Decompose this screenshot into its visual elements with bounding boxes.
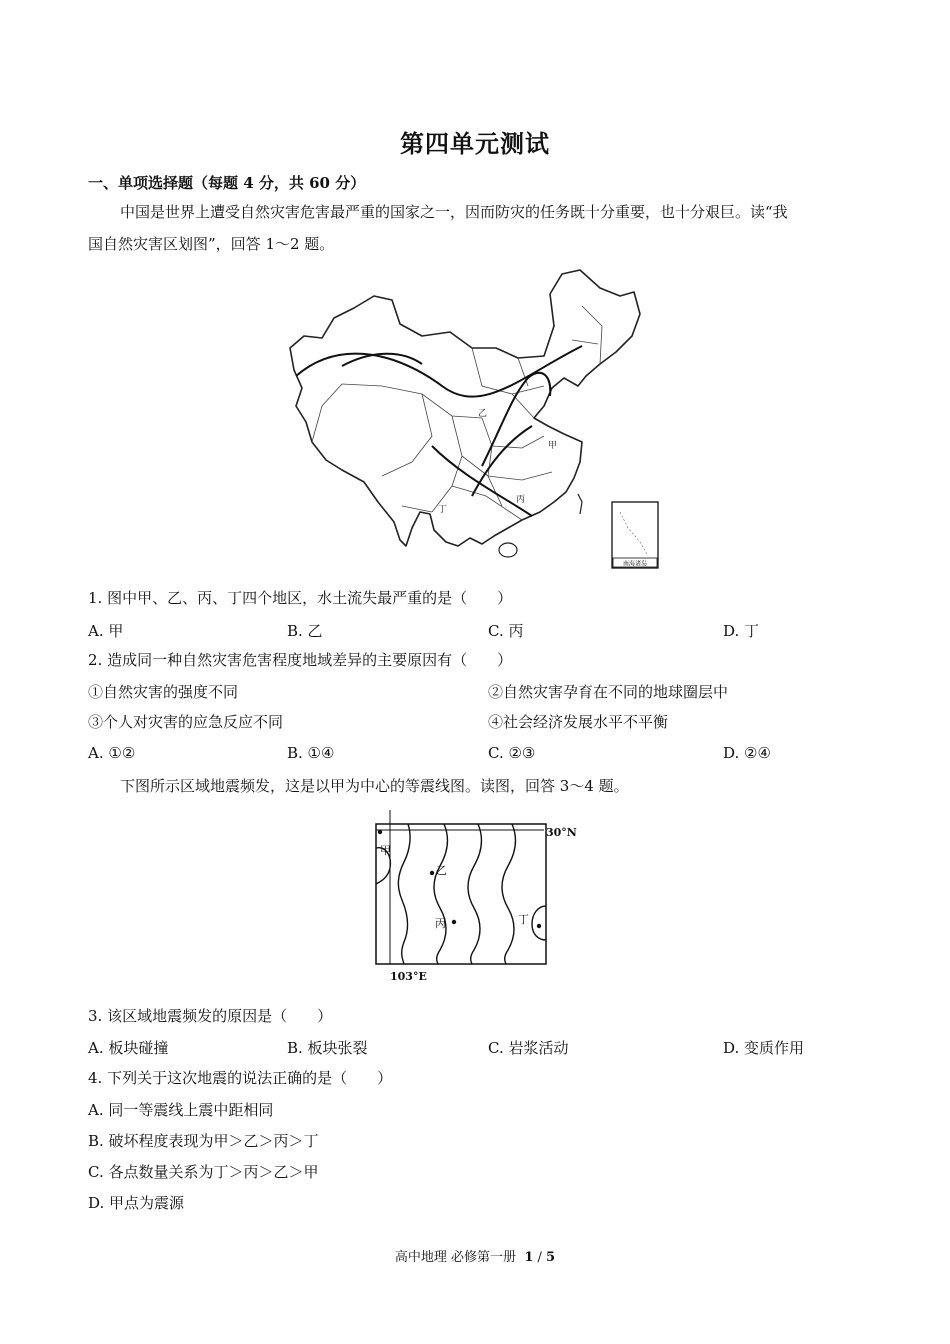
map-label-ding: 丁 [438,505,448,515]
q2-item-4: ④社会经济发展水平不平衡 [488,713,669,731]
q1-option-d[interactable]: D. 丁 [723,622,760,640]
page-number: 1 [524,1250,534,1265]
page-footer [0,1246,950,1265]
q1-stem: 1. 图中甲、乙、丙、丁四个地区，水土流失最严重的是（ ） [88,589,513,607]
q4-option-d[interactable]: D. 甲点为震源 [88,1194,185,1212]
point-jia: 甲 [380,844,391,857]
map-label-bing: 丙 [516,495,526,505]
q2-option-d[interactable]: D. ②④ [723,744,771,762]
q3-option-a[interactable]: A. 板块碰撞 [88,1039,169,1057]
page-sep: / [537,1250,542,1265]
point-ding: 丁 [518,913,529,926]
intro2: 下图所示区域地震频发，这是以甲为中心的等震线图。读图，回答 3～4 题。 [120,777,629,795]
q3-stem: 3. 该区域地震频发的原因是（ ） [88,1007,333,1025]
intro1-line1: 中国是世界上遭受自然灾害危害最严重的国家之一，因而防灾的任务既十分重要，也十分艰巨。读“我 [120,203,788,221]
q4-option-c[interactable]: C. 各点数量关系为丁＞丙＞乙＞甲 [88,1163,319,1181]
q1-option-b[interactable]: B. 乙 [287,622,323,640]
q3-option-c[interactable]: C. 岩浆活动 [488,1039,569,1057]
q2-stem: 2. 造成同一种自然灾害危害程度地域差异的主要原因有（ ） [88,651,513,669]
map-label-jia: 甲 [548,441,558,451]
q1-option-a[interactable]: A. 甲 [88,622,124,640]
lat-label: 30°N [546,826,577,839]
lon-label: 103°E [390,970,427,983]
q2-item-2: ②自然灾害孕育在不同的地球圈层中 [488,683,729,701]
q2-option-c[interactable]: C. ②③ [488,744,536,762]
page-title: 第四单元测试 [400,129,550,158]
china-disaster-map [282,266,666,574]
q4-option-a[interactable]: A. 同一等震线上震中距相同 [88,1101,274,1119]
page-total: 5 [546,1250,556,1265]
q3-option-d[interactable]: D. 变质作用 [723,1039,805,1057]
map-label-yi: 乙 [478,409,488,419]
intro1-line2: 国自然灾害区划图”，回答 1～2 题。 [88,235,335,253]
q2-option-a[interactable]: A. ①② [88,744,136,762]
q2-item-3: ③个人对灾害的应急反应不同 [88,713,284,731]
q2-item-1: ①自然灾害的强度不同 [88,683,239,701]
q4-option-b[interactable]: B. 破坏程度表现为甲＞乙＞丙＞丁 [88,1132,319,1150]
q2-option-b[interactable]: B. ①④ [287,744,335,762]
q4-stem: 4. 下列关于这次地震的说法正确的是（ ） [88,1069,393,1087]
q3-option-b[interactable]: B. 板块张裂 [287,1039,368,1057]
section-heading: 一、单项选择题（每题 4 分，共 60 分） [88,174,366,192]
footer-text: 高中地理 必修第一册 [394,1250,517,1265]
q1-option-c[interactable]: C. 丙 [488,622,524,640]
point-yi: 乙 [436,864,447,877]
isoseismal-map [366,806,580,988]
inset-label: 南海诸岛 [622,560,648,568]
point-bing: 丙 [435,917,446,930]
